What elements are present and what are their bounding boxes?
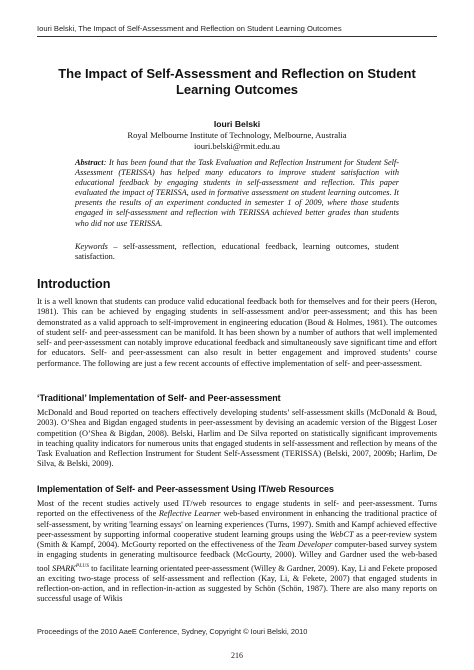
web-text-4: computer-based survey system in engaging students in generating multisource feedback (McGourty, 2000). Willey and Gardner used the web-based tool [37, 540, 437, 573]
web-section-paragraph [37, 499, 437, 605]
abstract-text: : It has been found that the Task Evaluation and Reflection Instrument for Student Self-Assessment (TERISSA) has helped many educators to improve student satisfaction with educational feedback by engaging students in self-assessment and reflection. This paper evaluated the impact of TERISSA, used in formative assessment on student learning outcomes. It presents the results of an experiment conducted in semester 1 of 2009, where those students engaged in self-assessment and reflection with TERISSA achieved better grades than students who did not use TERISSA. [75, 158, 399, 228]
keywords-label: Keywords [75, 242, 108, 251]
paper-title: The Impact of Self-Assessment and Reflection on Student Learning Outcomes [58, 66, 416, 97]
traditional-section-paragraph: McDonald and Boud reported on teachers effectively developing students’ self-assessment skills (McDonald & Boud, 2003). O’Shea and Bigdan engaged students in peer-assessment by devising an academic version of the Biggest Loser competition (O’Shea & Bigdan, 2008). Belski, Harlim and De Silva reported on statistically significant improvements in teaching quality indicators for numerous units that engaged students in self-assessment and reflection by means of the Task Evaluation and Reflection Instrument for Student Self-Assessment (TERISSA) (Belski, 2007, 2009b; Harlim, De Silva, & Belski, 2009). [37, 408, 437, 469]
keywords-text: – self-assessment, reflection, educational feedback, learning outcomes, student satisfaction. [75, 242, 399, 262]
web-text-5: to facilitate learning orientated peer-assessment (Willey & Gardner, 2009). Kay, Li and Fekete proposed an exciting two-stage process of self-assessment and reflection (Kay, Li, & Fekete, 2007) that engaged students in reflection-on-action, and in reflection-in-action as suggested by Schön (Schön, 1987). There are also many reports on successful usage of Wikis [37, 563, 438, 604]
introduction-heading: Introduction [37, 277, 111, 291]
author-name: Iouri Belski [213, 119, 261, 129]
spark-term: SPARK [52, 563, 76, 573]
spark-superscript: PLUS [75, 562, 89, 569]
team-developer-term: Team Developer [277, 540, 333, 550]
reflective-learner-term: Reflective Learner [158, 509, 221, 519]
page-footer: Proceedings of the 2010 AaeE Conference, Sydney, Copyright © Iouri Belski, 2010 [37, 627, 308, 636]
abstract-label: Abstract [75, 158, 104, 167]
keywords [75, 242, 399, 262]
web-section-heading: Implementation of Self- and Peer-assessment Using IT/web Resources [37, 484, 334, 494]
running-header: Iouri Belski, The Impact of Self-Assessment and Reflection on Student Learning Outcomes [37, 24, 342, 33]
introduction-paragraph: It is a well known that students can produce valid educational feedback both for themselves and for their peers (Heron, 1981). This can be achieved by engaging students in self-assessment and/or peer-assessment; and this has been demonstrated as a valid approach to self-improvement in engineering education (Boud & Holmes, 1981). The outcomes of student self- and peer-assessment can be manifold. It has been shown by a number of authors that well implemented self- and peer-assessment can notably improve educational feedback and simultaneously save significant time and effort for educators. Self- and peer-assessment can also result in better engagement and improved students’ course performance. The following are just a few recent accounts of effective implementation of self- and peer-assessment. [37, 297, 437, 368]
web-text-2: web-based environment in enhancing the traditional practice of self-assessment, by writing 'learning essays' on learning experiences (Turns, 1997). Smith and Kampf achieved effective peer-assessment by supporting informal cooperative student learning groups using the [37, 509, 437, 539]
author-affiliation: Royal Melbourne Institute of Technology, Melbourne, Australia [127, 130, 347, 140]
abstract [75, 158, 399, 229]
author-block [37, 119, 437, 152]
author-email: iouri.belski@rmit.edu.au [194, 141, 280, 151]
web-text-3: as a peer-review system (Smith & Kampf, 2004). McGourty reported on the effectiveness of the [37, 529, 437, 550]
webct-term: WebCT [329, 529, 354, 539]
traditional-section-heading: ‘Traditional’ Implementation of Self- and Peer-assessment [37, 393, 281, 403]
web-text-1: Most of the recent studies actively used IT/web resources to engage students in self- and peer-assessment. Turns reported on the effectiveness of the [37, 499, 437, 519]
page-number: 216 [231, 651, 243, 660]
header-divider [37, 36, 437, 37]
